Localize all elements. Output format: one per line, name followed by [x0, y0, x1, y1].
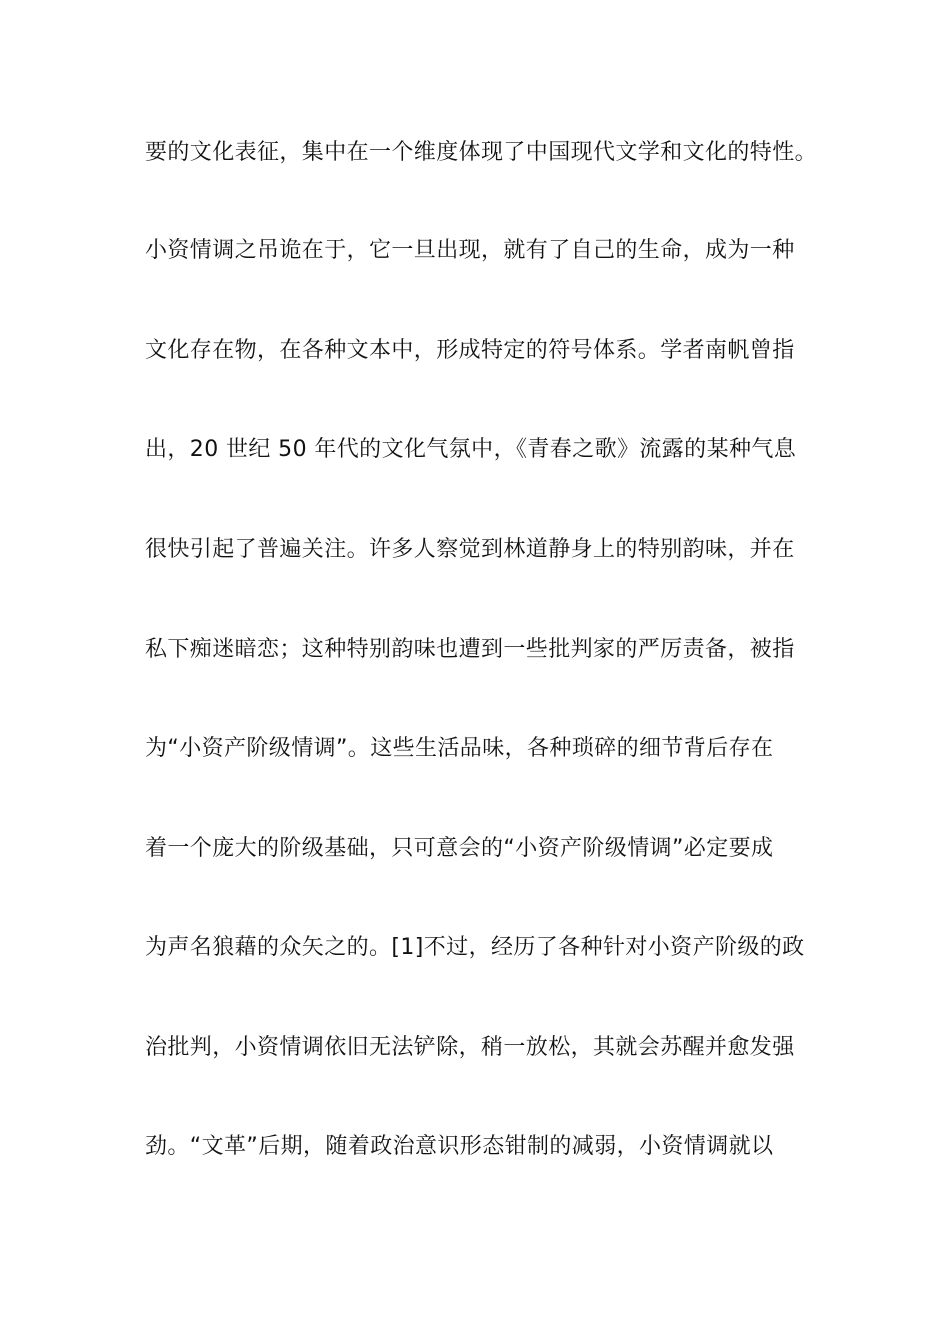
paragraph-line: 出，20 世纪 50 年代的文化气氛中，《青春之歌》流露的某种气息	[145, 437, 797, 462]
paragraph-line: 很快引起了普遍关注。许多人察觉到林道静身上的特别韵味，并在	[145, 537, 795, 562]
paragraph-line: 劲。“文革”后期，随着政治意识形态钳制的减弱，小资情调就以	[145, 1134, 774, 1159]
paragraph-line: 治批判，小资情调依旧无法铲除，稍一放松，其就会苏醒并愈发强	[145, 1035, 795, 1060]
paragraph-line: 着一个庞大的阶级基础，只可意会的“小资产阶级情调”必定要成	[145, 836, 774, 861]
paragraph-line: 文化存在物，在各种文本中，形成特定的符号体系。学者南帆曾指	[145, 338, 795, 363]
paragraph-line: 私下痴迷暗恋；这种特别韵味也遭到一些批判家的严厉责备，被指	[145, 637, 795, 662]
paragraph-line: 要的文化表征，集中在一个维度体现了中国现代文学和文化的特性。	[145, 140, 818, 165]
paragraph-line: 为“小资产阶级情调”。这些生活品味，各种琐碎的细节背后存在	[145, 736, 774, 761]
paragraph-line: 为声名狼藉的众矢之的。[1]不过，经历了各种针对小资产阶级的政	[145, 935, 805, 960]
paragraph-line: 小资情调之吊诡在于，它一旦出现，就有了自己的生命，成为一种	[145, 238, 795, 263]
